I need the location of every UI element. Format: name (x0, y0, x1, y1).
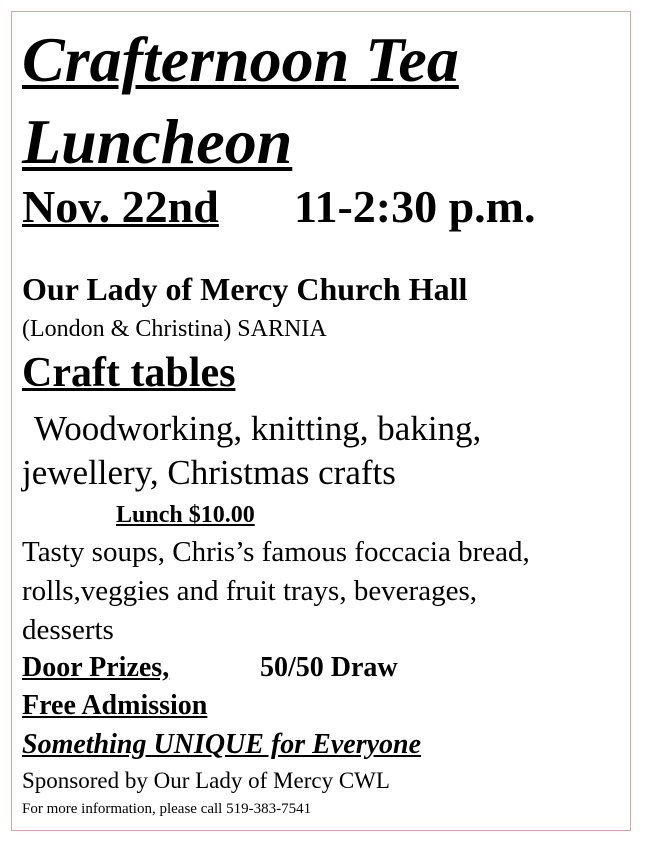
contact-info: For more information, please call 519-383-7541 (22, 801, 312, 817)
food-line-3: desserts (22, 614, 114, 646)
door-prizes: Door Prizes, (22, 652, 170, 683)
lunch-price: Lunch $10.00 (116, 502, 255, 528)
title-line-1: Crafternoon Tea (22, 24, 459, 95)
venue-address: (London & Christina) SARNIA (22, 316, 327, 342)
venue-name: Our Lady of Mercy Church Hall (22, 271, 468, 307)
fifty-fifty-draw: 50/50 Draw (260, 652, 398, 683)
event-time: 11-2:30 p.m. (294, 181, 536, 232)
event-date-time (22, 181, 536, 233)
craft-tables-heading: Craft tables (22, 350, 236, 396)
something-unique-tagline: Something UNIQUE for Everyone (22, 729, 422, 760)
crafts-line-2: jewellery, Christmas crafts (22, 453, 396, 492)
food-line-1: Tasty soups, Chris’s famous foccacia bread, (22, 536, 530, 568)
sponsor-line: Sponsored by Our Lady of Mercy CWL (22, 768, 390, 793)
event-date: Nov. 22nd (22, 181, 219, 232)
crafts-line-1: Woodworking, knitting, baking, (34, 409, 482, 448)
free-admission-row (22, 690, 233, 722)
food-line-2: rolls,veggies and fruit trays, beverages, (22, 575, 477, 607)
free-admission: Free Admission (22, 690, 208, 721)
title-line-2: Luncheon (22, 106, 293, 177)
door-prizes-row (22, 652, 398, 684)
